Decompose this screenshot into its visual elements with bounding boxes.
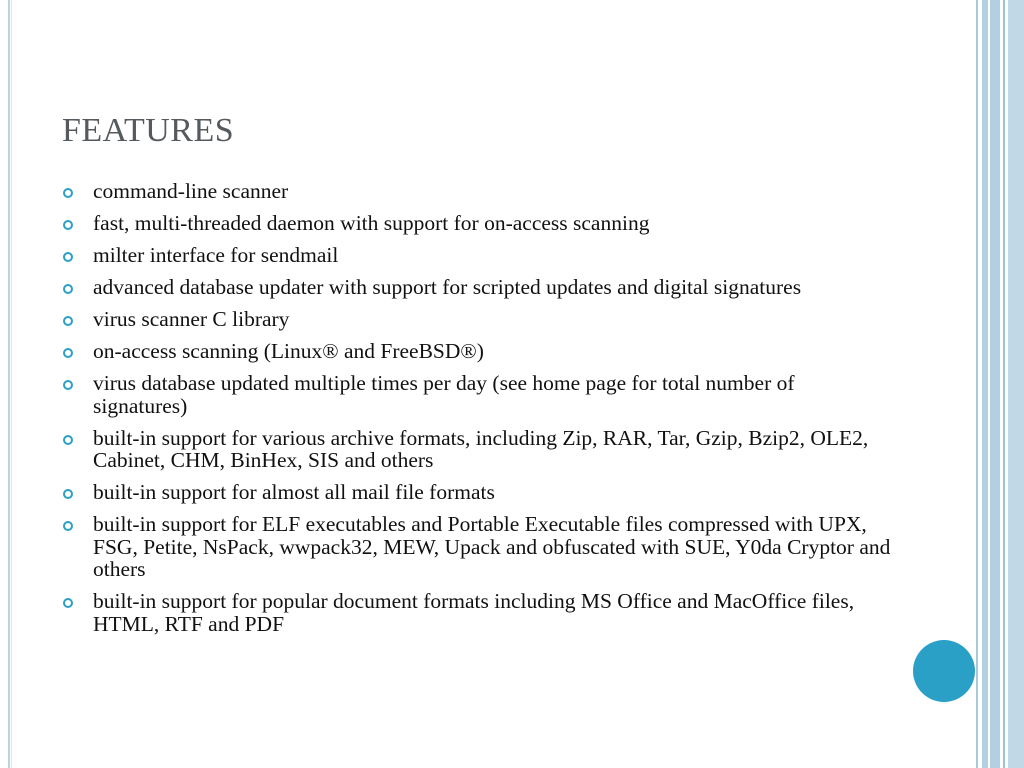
right-stripe [1008,0,1024,768]
bullet-text: built-in support for ELF executables and Portable Executable files compressed with UPX, FSG, Petite, NsPack, wwpack32, MEW, Upack and obfuscated with SUE, Y0da Cryptor and others [93,512,891,581]
bullet-item [62,427,892,472]
bullet-list [62,180,892,645]
bullet-text: built-in support for almost all mail file formats [93,480,495,504]
slide-title: FEATURES [62,112,235,149]
hollow-circle-bullet-icon [63,316,73,326]
bullet-item [62,276,892,299]
hollow-circle-bullet-icon [63,252,73,262]
hollow-circle-bullet-icon [63,188,73,198]
right-stripe [990,0,1000,768]
hollow-circle-bullet-icon [63,284,73,294]
bullet-item [62,372,892,417]
hollow-circle-bullet-icon [63,348,73,358]
bullet-item [62,590,892,635]
hollow-circle-bullet-icon [63,220,73,230]
left-frame-line [8,0,10,768]
hollow-circle-bullet-icon [63,598,73,608]
bullet-item [62,212,892,235]
decorative-circle [913,640,975,702]
bullet-text: built-in support for popular document formats including MS Office and MacOffice files, HTML, RTF and PDF [93,589,855,636]
bullet-text: milter interface for sendmail [93,243,339,267]
bullet-item [62,481,892,504]
bullet-text: advanced database updater with support for scripted updates and digital signatures [93,275,802,299]
bullet-text: virus scanner C library [93,307,290,331]
bullet-item [62,513,892,581]
left-frame-line-inner [11,0,12,768]
bullet-text: fast, multi-threaded daemon with support for on-access scanning [93,211,650,235]
bullet-text: command-line scanner [93,179,289,203]
hollow-circle-bullet-icon [63,521,73,531]
hollow-circle-bullet-icon [63,489,73,499]
bullet-text: on-access scanning (Linux® and FreeBSD®) [93,339,484,363]
bullet-text: built-in support for various archive formats, including Zip, RAR, Tar, Gzip, Bzip2, OLE2, Cabinet, CHM, BinHex, SIS and others [93,425,869,472]
bullet-item [62,180,892,203]
bullet-item [62,244,892,267]
bullet-item [62,308,892,331]
hollow-circle-bullet-icon [63,435,73,445]
bullet-text: virus database updated multiple times per day (see home page for total number of signatures) [93,371,795,418]
bullet-item [62,340,892,363]
hollow-circle-bullet-icon [63,380,73,390]
